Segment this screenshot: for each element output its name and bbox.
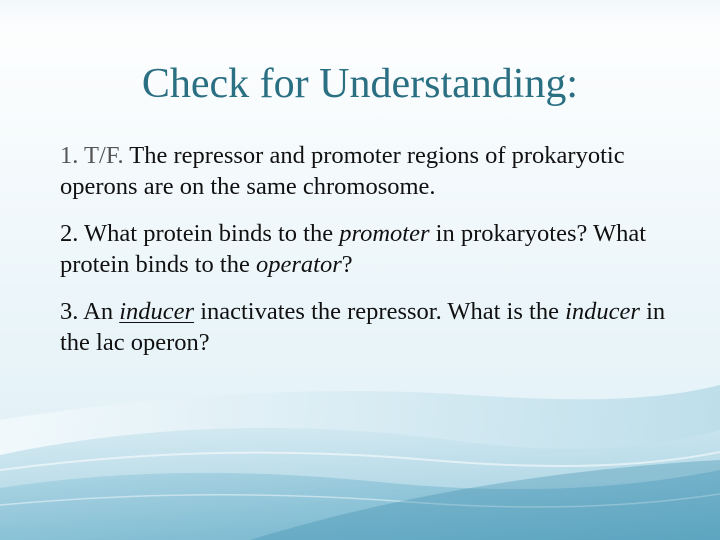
question-1-text: The repressor and promoter regions of prokaryotic operons are on the same chromosome. bbox=[60, 142, 625, 200]
question-3-text-part1: An bbox=[78, 298, 120, 325]
question-2-number: 2. bbox=[60, 220, 79, 247]
term-operator: operator bbox=[255, 251, 342, 278]
question-2 bbox=[60, 218, 680, 280]
term-promoter: promoter bbox=[339, 220, 430, 247]
question-3-text-part2: inactivates the repressor. What is the bbox=[194, 298, 566, 325]
question-2-text-part2: in prokaryotes? What protein binds to the bbox=[60, 220, 647, 278]
slide-body bbox=[60, 140, 680, 374]
question-2-text-part1: What protein binds to the bbox=[78, 220, 340, 247]
question-3 bbox=[60, 296, 680, 358]
question-1 bbox=[60, 140, 680, 202]
question-1-number: 1. T/F. bbox=[60, 142, 124, 169]
term-inducer-underlined: inducer bbox=[119, 298, 195, 325]
term-inducer: inducer bbox=[565, 298, 640, 325]
slide-title: Check for Understanding: bbox=[141, 61, 579, 107]
question-3-number: 3. bbox=[60, 298, 79, 325]
question-2-text-part3: ? bbox=[341, 251, 353, 278]
question-3-text-part3: in the lac operon? bbox=[60, 298, 666, 356]
